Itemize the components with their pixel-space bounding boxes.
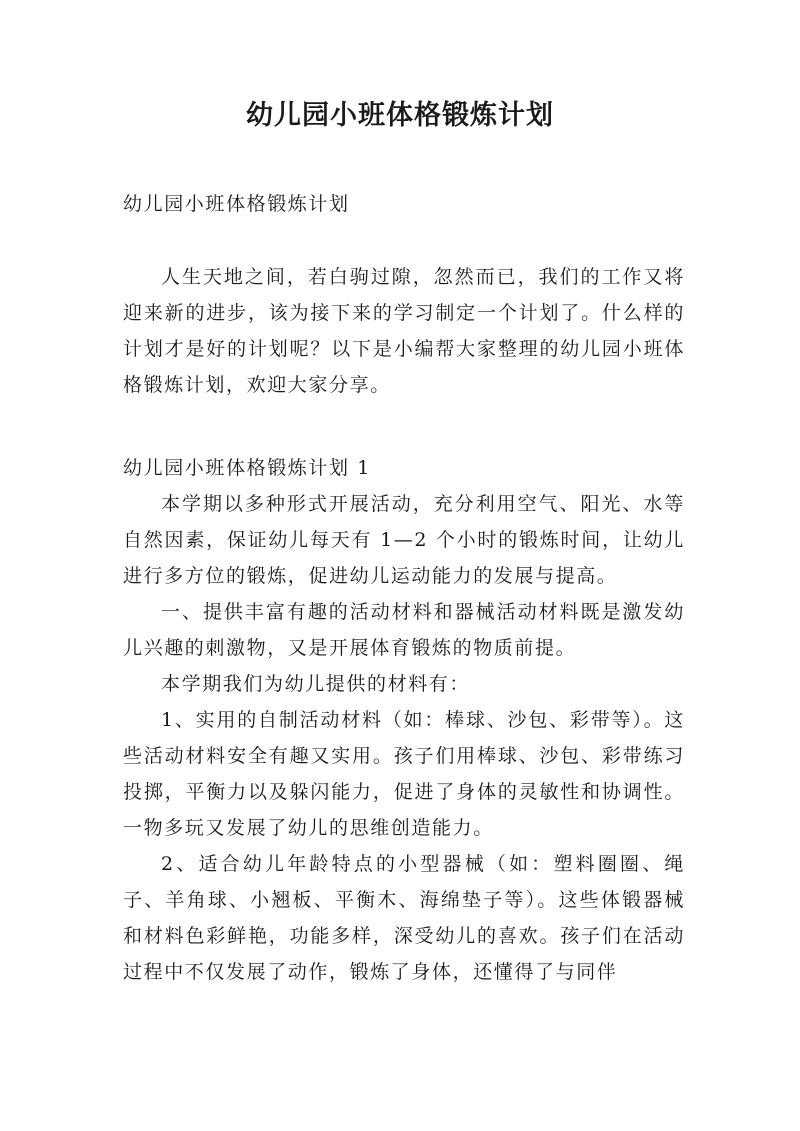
section-heading: 幼儿园小班体格锻炼计划 1 [123, 457, 371, 479]
paragraph: 2、适合幼儿年龄特点的小型器械（如：塑料圈圈、绳子、羊角球、小翘板、平衡木、海绵垫子等）。这些体锻器械和材料色彩鲜艳，功能多样，深受幼儿的喜欢。孩子们在活动过程中不仅发展了动作，锻炼了身体，还懂得了与同伴 [123, 853, 685, 983]
paragraph: 本学期我们为幼儿提供的材料有： [161, 673, 471, 695]
document-title: 幼儿园小班体格锻炼计划 [246, 100, 554, 131]
paragraph: 本学期以多种形式开展活动，充分利用空气、阳光、水等自然因素，保证幼儿每天有 1—2 个小时的锻炼时间，让幼儿进行多方位的锻炼，促进幼儿运动能力的发展与提高。 [123, 493, 685, 587]
paragraph: 1、实用的自制活动材料（如：棒球、沙包、彩带等）。这些活动材料安全有趣又实用。孩子们用棒球、沙包、彩带练习投掷，平衡力以及躲闪能力，促进了身体的灵敏性和协调性。一物多玩又发展了幼儿的思维创造能力。 [123, 709, 685, 839]
document-subtitle: 幼儿园小班体格锻炼计划 [123, 193, 350, 215]
section-body [123, 486, 685, 990]
intro-paragraph: 人生天地之间，若白驹过隙，忽然而已，我们的工作又将迎来新的进步，该为接下来的学习制定一个计划了。什么样的计划才是好的计划呢？以下是小编帮大家整理的幼儿园小班体格锻炼计划，欢迎大家分享。 [123, 266, 685, 396]
paragraph: 一、提供丰富有趣的活动材料和器械活动材料既是激发幼儿兴趣的刺激物，又是开展体育锻炼的物质前提。 [123, 601, 685, 659]
